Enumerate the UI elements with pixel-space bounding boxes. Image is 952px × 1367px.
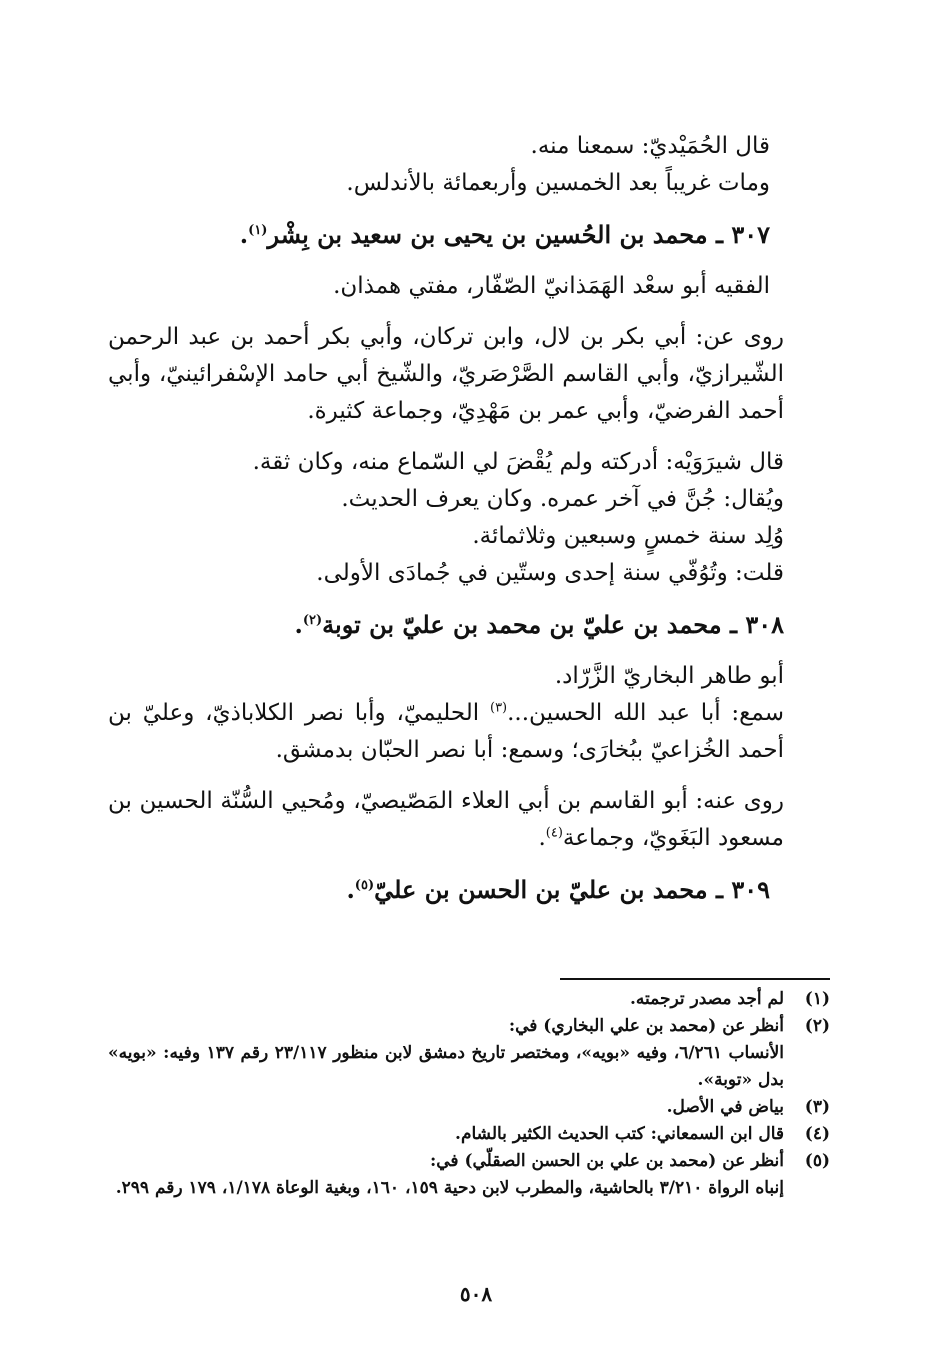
footnote-2-continuation: الأنساب ٦/٢٦١، وفيه «بويه»، ومختصر تاريخ دمشق لابن منظور ٢٣/١١٧ رقم ١٣٧ وفيه: «بويه» بدل «توبة».: [108, 1043, 785, 1090]
main-text: [108, 128, 830, 909]
footnote-ref: (١): [248, 223, 268, 238]
paragraph: ومات غريباً بعد الخمسين وأربعمائة بالأندلس.: [346, 170, 770, 196]
entry-heading-308: ٣٠٨ ـ محمد بن عليّ بن محمد بن عليّ بن توبة$^{(٢)}$.: [294, 610, 784, 639]
footnote-divider: [560, 978, 830, 980]
paragraph: قلت: وتُوُفّي سنة إحدى وستّين في جُمادَى الأولى.: [316, 560, 784, 586]
footnote-ref: (٢): [302, 613, 323, 628]
footnote-ref: (٤): [545, 825, 563, 841]
footnote-2: (٢) أنظر عن (محمد بن علي البخاري) في:: [508, 1016, 830, 1036]
footnote-4: (٤) قال ابن السمعاني: كتب الحديث الكثير بالشام.: [455, 1124, 830, 1144]
page-number: ٥٠٨: [459, 1282, 493, 1306]
paragraph: سمع: أبا عبد الله الحسين...$^{(٣)}$ الحليميّ، وأبا نصر الكلاباذيّ، وعليّ بن أحمد الخُزاعيّ ببُخارَى؛ وسمع: أبا نصر الحبّان بدمشق.: [108, 700, 784, 763]
entry-heading-309: ٣٠٩ ـ محمد بن عليّ بن الحسن بن عليّ$^{(٥)}$.: [346, 875, 770, 904]
paragraph: روى عنه: أبو القاسم بن أبي العلاء المَصّيصيّ، ومُحيي السُّنّة الحسين بن مسعود البَغَويّ، وجماعة$^{(٤)}$.: [108, 788, 784, 851]
footnote-5: (٥) أنظر عن (محمد بن علي بن الحسن الصقلّي) في:: [429, 1151, 830, 1171]
paragraph: ويُقال: جُنَّ في آخر عمره. وكان يعرف الحديث.: [341, 486, 784, 512]
paragraph: أبو طاهر البخاريّ الزَّرّاد.: [554, 663, 784, 689]
paragraph: وُلِد سنة خمسٍ وسبعين وثلاثمائة.: [472, 523, 784, 549]
footnote-1: (١) لم أجد مصدر ترجمته.: [630, 989, 830, 1009]
entry-heading-307: ٣٠٧ ـ محمد بن الحُسين بن يحيى بن سعيد بن بِشْر$^{(١)}$.: [239, 220, 770, 249]
paragraph: روى عن: أبي بكر بن لال، وابن تركان، وأبي بكر أحمد بن عبد الرحمن الشّيرازيّ، وأبي القاسم الصَّرْصَريّ، والشّيخ أبي حامد الإسْفرائينيّ، وأبي أحمد الفرضيّ، وأبي عمر بن مَهْدِيّ، وجماعة كثيرة.: [108, 324, 784, 424]
footnote-ref: (٥): [354, 878, 375, 893]
paragraph: قال شيرَوَيْه: أدركته ولم يُقْضَ لي السّماع منه، وكان ثقة.: [252, 449, 784, 475]
paragraph: الفقيه أبو سعْد الهَمَذانيّ الصّفّار، مفتي همذان.: [333, 273, 770, 299]
footnote-3: (٣) بياض في الأصل.: [666, 1097, 830, 1117]
footnotes: [108, 986, 830, 1202]
paragraph: قال الحُمَيْديّ: سمعنا منه.: [530, 133, 770, 159]
footnote-ref: (٣): [489, 700, 508, 716]
footnote-5-continuation: إنباه الرواة ٣/٢١٠ بالحاشية، والمطرب لابن دحية ١٥٩، ١٦٠، وبغية الوعاة ١/١٧٨، ١٧٩ رقم ٢٩٩.: [115, 1178, 784, 1198]
